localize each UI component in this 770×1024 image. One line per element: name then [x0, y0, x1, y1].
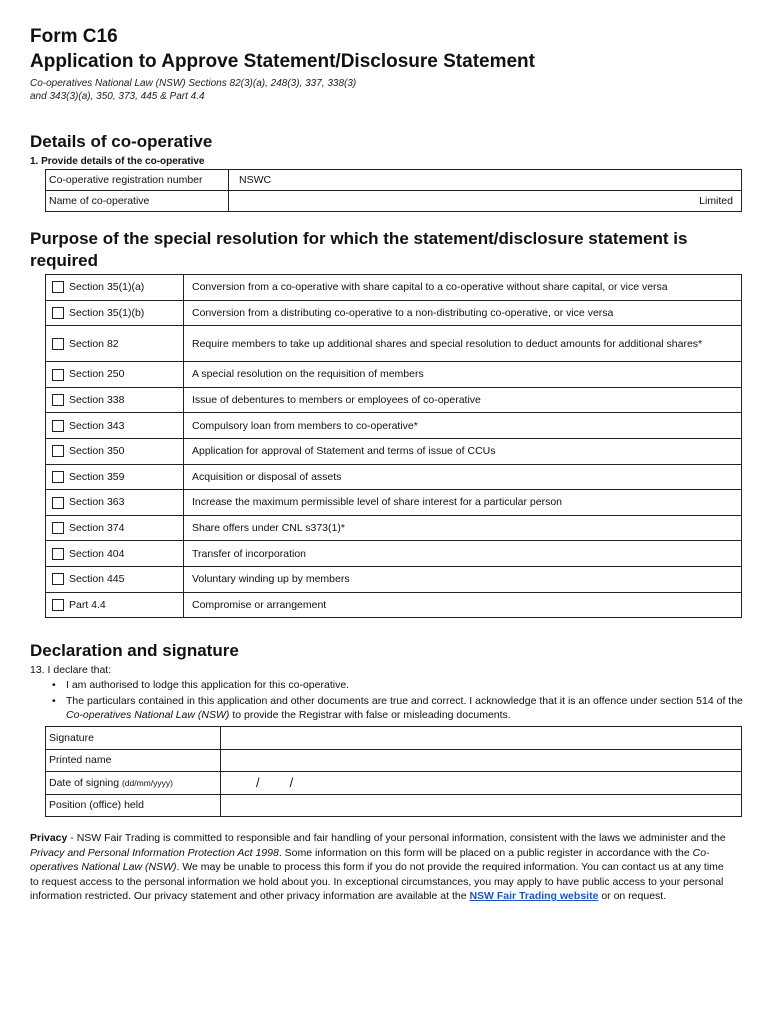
- details-table: [45, 169, 742, 212]
- purpose-section-cell[interactable]: [46, 515, 184, 541]
- signature-table: [45, 726, 742, 817]
- purpose-section-cell[interactable]: [46, 362, 184, 388]
- purpose-description: Require members to take up additional shares and special resolution to deduct amounts for additional shares*: [184, 326, 742, 362]
- form-code: Form C16: [30, 26, 118, 47]
- purpose-row: [46, 515, 742, 541]
- declaration-text: The particulars contained in this application and other documents are true and correct. I acknowledge that it is an offence under section 514 of the: [66, 695, 743, 708]
- printed-name-label: Printed name: [46, 749, 221, 772]
- purpose-checkbox[interactable]: [52, 573, 64, 585]
- purpose-description: Voluntary winding up by members: [184, 566, 742, 592]
- privacy-label: Privacy: [30, 832, 68, 845]
- purpose-section-label: Section 343: [69, 419, 125, 432]
- date-label-cell: [46, 772, 221, 795]
- declaration-item: • I am authorised to lodge this application for this co-operative.: [52, 678, 744, 692]
- cooperative-name-row: [46, 191, 742, 212]
- purpose-section-cell[interactable]: [46, 438, 184, 464]
- printed-name-field[interactable]: [221, 749, 742, 772]
- position-row: [46, 794, 742, 817]
- purpose-description: Issue of debentures to members or employees of co-operative: [184, 387, 742, 413]
- purpose-checkbox[interactable]: [52, 445, 64, 457]
- date-separator: /: [289, 775, 294, 791]
- purpose-section-cell[interactable]: [46, 490, 184, 516]
- purpose-row: [46, 413, 742, 439]
- purpose-checkbox[interactable]: [52, 420, 64, 432]
- purpose-row: [46, 464, 742, 490]
- purpose-checkbox[interactable]: [52, 394, 64, 406]
- fair-trading-website-link[interactable]: NSW Fair Trading website: [469, 890, 599, 903]
- purpose-row: [46, 490, 742, 516]
- purpose-section-label: Section 338: [69, 394, 125, 407]
- purpose-description: Conversion from a co-operative with share capital to a co-operative without share capital, or vice versa: [184, 275, 742, 301]
- position-label: Position (office) held: [46, 794, 221, 817]
- purpose-checkbox[interactable]: [52, 307, 64, 319]
- purpose-section-label: Section 363: [69, 496, 125, 509]
- purpose-section-cell[interactable]: [46, 387, 184, 413]
- purpose-checkbox[interactable]: [52, 522, 64, 534]
- law-reference: Co-operatives National Law (NSW): [30, 846, 710, 874]
- purpose-section-label: Section 404: [69, 547, 125, 560]
- purpose-description: Compulsory loan from members to co-operative*: [184, 413, 742, 439]
- date-field[interactable]: [221, 772, 742, 795]
- declaration-heading: Declaration and signature: [30, 641, 239, 661]
- details-question: 1. Provide details of the co-operative: [30, 156, 205, 167]
- law-reference: Co-operatives National Law (NSW): [66, 709, 230, 722]
- purpose-description: Compromise or arrangement: [184, 592, 742, 618]
- purpose-description: Application for approval of Statement and terms of issue of CCUs: [184, 438, 742, 464]
- purpose-section-label: Section 374: [69, 522, 125, 535]
- purpose-section-label: Section 445: [69, 573, 125, 586]
- purpose-checkbox[interactable]: [52, 599, 64, 611]
- signature-row: [46, 727, 742, 750]
- purpose-checkbox[interactable]: [52, 548, 64, 560]
- purpose-table: [45, 274, 742, 618]
- purpose-description: Share offers under CNL s373(1)*: [184, 515, 742, 541]
- privacy-text: - NSW Fair Trading is committed to responsible and fair handling of your personal information, consistent with the laws we administer and the: [67, 832, 726, 845]
- date-label: Date of signing: [49, 776, 120, 789]
- purpose-section-cell[interactable]: [46, 566, 184, 592]
- purpose-description: Acquisition or disposal of assets: [184, 464, 742, 490]
- position-field[interactable]: [221, 794, 742, 817]
- purpose-section-label: Section 35(1)(b): [69, 307, 145, 319]
- purpose-section-cell[interactable]: [46, 300, 184, 326]
- details-heading: Details of co-operative: [30, 132, 213, 151]
- purpose-row: [46, 275, 742, 301]
- cooperative-name-label: Name of co-operative: [46, 191, 229, 212]
- purpose-description: Increase the maximum permissible level of share interest for a particular person: [184, 490, 742, 516]
- date-row: [46, 772, 742, 795]
- purpose-row: [46, 541, 742, 567]
- purpose-section-label: Section 359: [69, 470, 125, 483]
- purpose-checkbox[interactable]: [52, 369, 64, 381]
- legal-reference-line-2: and 343(3)(a), 350, 373, 445 & Part 4.4: [30, 91, 205, 102]
- purpose-row: [46, 300, 742, 326]
- purpose-section-cell[interactable]: [46, 464, 184, 490]
- purpose-description: Transfer of incorporation: [184, 541, 742, 567]
- purpose-section-label: Part 4.4: [69, 598, 106, 611]
- legal-reference-line-1: Co-operatives National Law (NSW) Sections 82(3)(a), 248(3), 337, 338(3): [30, 78, 357, 89]
- purpose-section-label: Section 250: [69, 368, 125, 381]
- legal-reference: [30, 77, 744, 103]
- purpose-row: [46, 387, 742, 413]
- privacy-text: . Some information on this form will be placed on a public register in accordance with the: [278, 846, 693, 859]
- signature-field[interactable]: [221, 727, 742, 750]
- purpose-row: [46, 326, 742, 362]
- purpose-section-label: Section 82: [69, 337, 119, 350]
- cooperative-name-field[interactable]: Limited: [229, 191, 742, 212]
- registration-number-row: [46, 170, 742, 191]
- purpose-section-cell[interactable]: [46, 275, 184, 301]
- purpose-row: [46, 438, 742, 464]
- purpose-checkbox[interactable]: [52, 281, 64, 293]
- declaration-list: [52, 678, 744, 722]
- purpose-row: [46, 566, 742, 592]
- purpose-section-cell[interactable]: [46, 541, 184, 567]
- date-format-hint: (dd/mm/yyyy): [121, 777, 173, 788]
- purpose-section-cell[interactable]: [46, 326, 184, 362]
- date-separator: /: [256, 775, 260, 791]
- privacy-act-reference: Privacy and Personal Information Protection Act 1998: [30, 846, 279, 859]
- registration-number-field[interactable]: NSWC: [229, 170, 742, 191]
- purpose-description: Conversion from a distributing co-operative to a non-distributing co-operative, or vice versa: [184, 300, 742, 326]
- purpose-row: [46, 362, 742, 388]
- privacy-notice: [30, 831, 730, 904]
- privacy-text: or on request.: [598, 890, 667, 903]
- printed-name-row: [46, 749, 742, 772]
- declaration-intro: 13. I declare that:: [30, 664, 112, 677]
- form-page: [30, 26, 744, 904]
- purpose-section-label: Section 35(1)(a): [69, 281, 145, 294]
- page-title: Application to Approve Statement/Disclosure Statement: [30, 51, 535, 72]
- purpose-heading: Purpose of the special resolution for which the statement/disclosure statement is required: [30, 229, 688, 270]
- purpose-checkbox[interactable]: [52, 471, 64, 483]
- registration-number-label: Co-operative registration number: [46, 170, 229, 191]
- purpose-section-label: Section 350: [69, 445, 125, 458]
- purpose-row: [46, 592, 742, 618]
- purpose-checkbox[interactable]: [52, 497, 64, 509]
- purpose-checkbox[interactable]: [52, 338, 64, 350]
- declaration-item: [52, 694, 744, 722]
- purpose-section-cell[interactable]: [46, 592, 184, 618]
- purpose-description: A special resolution on the requisition of members: [184, 362, 742, 388]
- purpose-section-cell[interactable]: [46, 413, 184, 439]
- signature-label: Signature: [46, 727, 221, 750]
- privacy-text: . We may be unable to process this form if you do not provide the required information. You can contact us at any time to request access to the personal information we hold about you. In exceptional circumstances, you may apply to have public access to your personal information restricted. Our privacy statement and other privacy information are available at the: [30, 861, 724, 903]
- declaration-text: to provide the Registrar with false or misleading documents.: [229, 709, 511, 722]
